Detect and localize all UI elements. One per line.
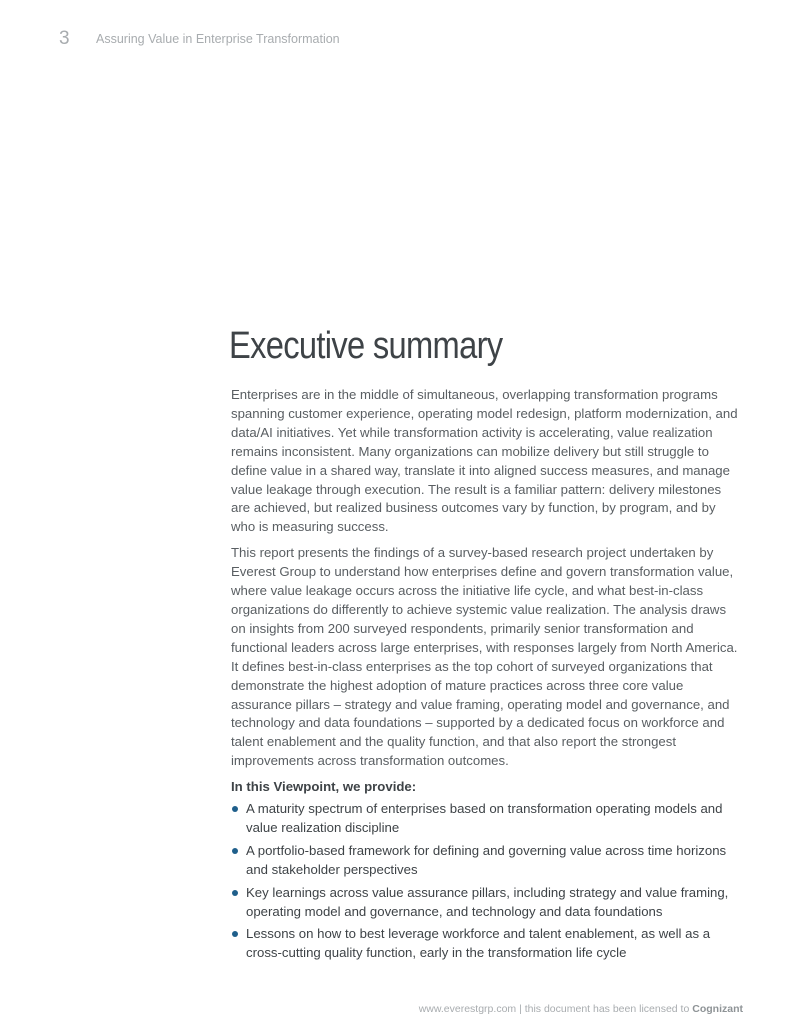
list-item-text: Key learnings across value assurance pillars, including strategy and value framing, operating model and governance, and technology and data foundations <box>246 884 729 919</box>
list-item <box>231 800 741 838</box>
bullet-list <box>231 800 741 963</box>
running-header-title: Assuring Value in Enterprise Transformation <box>96 32 340 46</box>
bullet-icon <box>232 931 238 937</box>
page-number: 3 <box>59 28 70 49</box>
footer-licensee: Cognizant <box>692 1003 743 1015</box>
footer-license-text: www.everestgrp.com | this document has been licensed to <box>418 1003 690 1015</box>
executive-summary-section <box>231 325 741 967</box>
page-footer <box>419 1003 743 1015</box>
bullet-icon <box>232 806 238 812</box>
list-item-text: Lessons on how to best leverage workforce and talent enablement, as well as a cross-cutting quality function, early in the transformation life cycle <box>246 926 711 961</box>
body-paragraph-1: Enterprises are in the middle of simultaneous, overlapping transformation programs spanning customer experience, operating model redesign, platform modernization, and data/AI initiatives. Yet while transformation activity is accelerating, value realization remains inconsistent. Many organizations can mobilize delivery but still struggle to define value in a shared way, translate it into aligned success measures, and manage value leakage through execution. The result is a familiar pattern: delivery milestones are achieved, but realized business outcomes vary by function, by program, and by who is measuring success. <box>231 387 738 535</box>
bullet-icon <box>232 848 238 854</box>
list-item <box>231 842 741 880</box>
list-item-text: A maturity spectrum of enterprises based on transformation operating models and value realization discipline <box>246 801 723 835</box>
page-title: Executive summary <box>229 325 503 367</box>
list-item-text: A portfolio-based framework for defining and governing value across time horizons and stakeholder perspectives <box>246 842 727 877</box>
list-item <box>231 925 741 963</box>
provide-heading: In this Viewpoint, we provide: <box>231 779 417 795</box>
body-paragraph-2: This report presents the findings of a survey-based research project undertaken by Everest Group to understand how enterprises define and govern transformation value, where value leakage occurs across the initiative life cycle, and what best-in-class organizations do differently to achieve systemic value realization. The analysis draws on insights from 200 surveyed respondents, primarily senior transformation and functional leaders across large enterprises, with responses largely from North America. It defines best-in-class enterprises as the top cohort of surveyed organizations that demonstrate the highest adoption of mature practices across three core value assurance pillars – strategy and value framing, operating model and governance, and technology and data foundations – supported by a dedicated focus on workforce and talent enablement and the quality function, and that also report the strongest improvements across transformation outcomes. <box>231 545 738 769</box>
bullet-icon <box>232 890 238 896</box>
list-item <box>231 884 741 922</box>
